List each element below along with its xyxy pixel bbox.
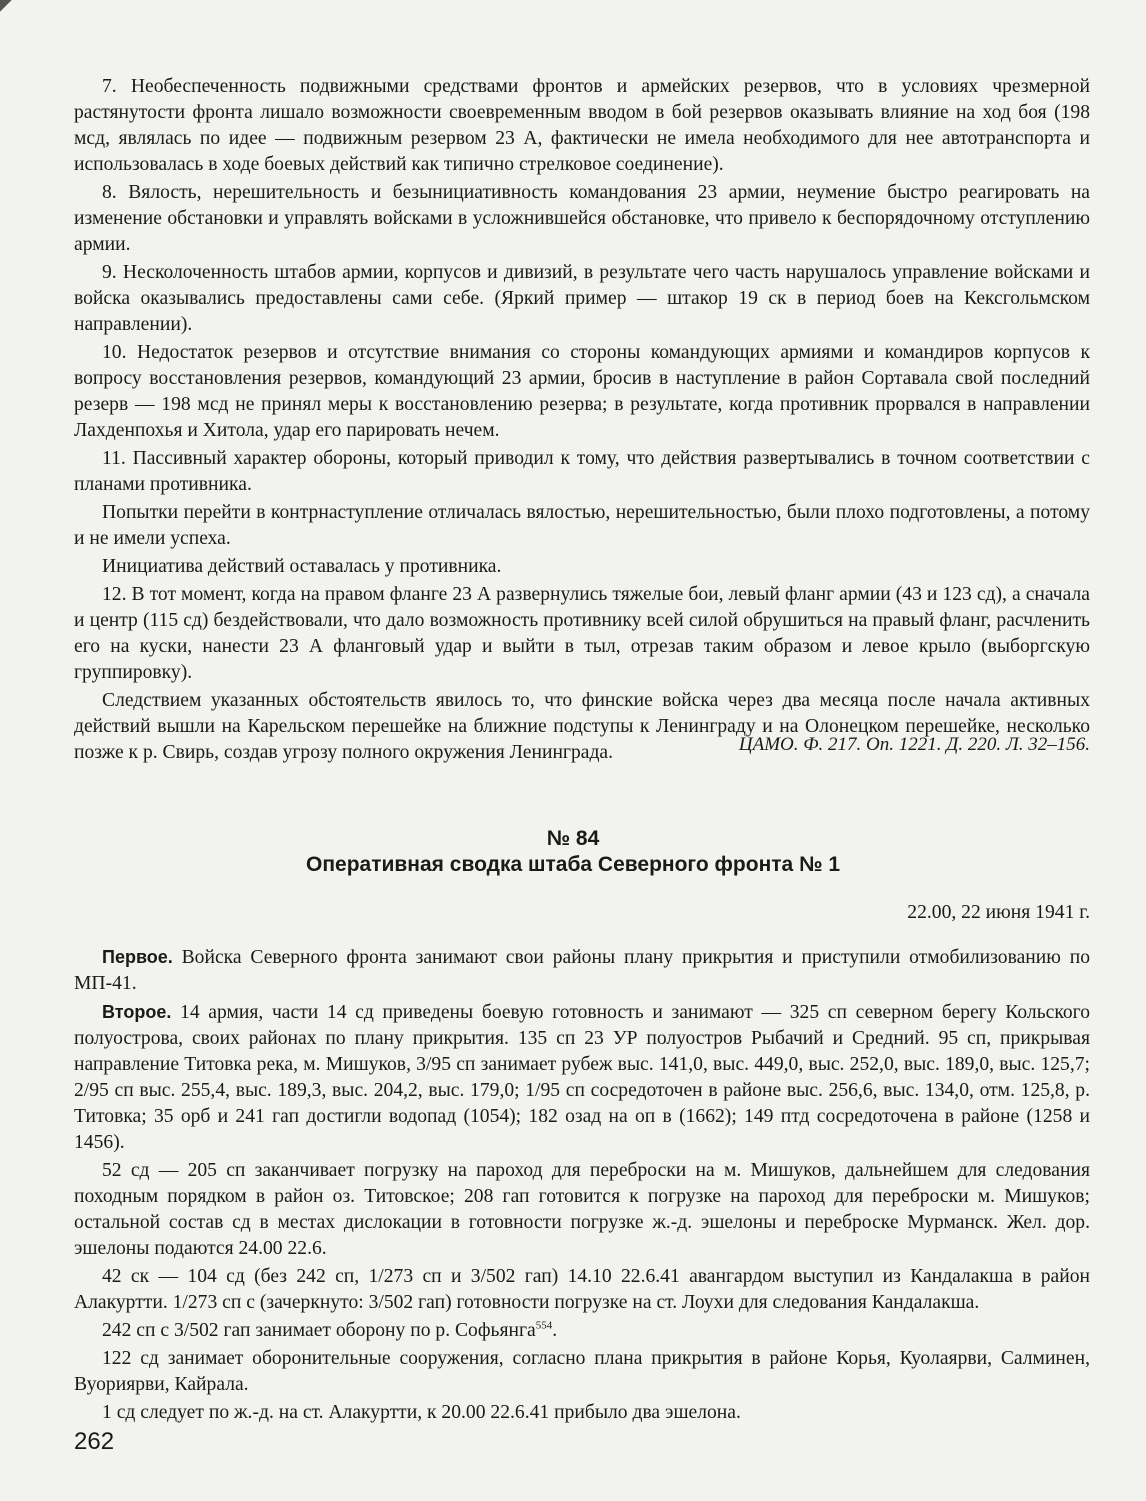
paragraph-1-sd: 1 сд следует по ж.-д. на ст. Алакуртти, к 20.00 22.6.41 прибыло два эшелона. <box>102 1402 741 1423</box>
document-body <box>74 944 1090 1428</box>
page-number: 262 <box>74 1428 115 1455</box>
document-date: 22.00, 22 июня 1941 г. <box>907 902 1090 923</box>
section-first <box>74 944 1090 997</box>
paragraph-11: 11. Пассивный характер обороны, который приводил к тому, что действия развертывались в точном соответствии с планами противника. <box>74 448 1090 495</box>
section-first-label: Первое. <box>102 947 173 967</box>
paragraph-7: 7. Необеспеченность подвижными средствами фронтов и армейских резервов, что в условиях чрезмерной растянутости фронта лишало возможности своевременным вводом в бой резервов оказывать влияние на ход боя (198 мсд, являлась по идее — подвижным резервом 23 А, фактически не имела необходимого для нее автотранспорта и использовалась в ходе боевых действий как типично стрелковое соединение). <box>74 76 1090 175</box>
scan-corner-mark <box>0 0 14 12</box>
section-second <box>74 999 1090 1156</box>
paragraph-12: 12. В тот момент, когда на правом фланге 23 А развернулись тяжелые бои, левый фланг армии (43 и 123 сд), а сначала и центр (115 сд) бездействовали, что дало возможность противнику всей силой обрушиться на правый фланг, расчленить его на куски, нанести 23 А фланговый удар и выйти в тыл, отрезав таким образом и левое крыло (выборгскую группировку). <box>74 584 1090 683</box>
archive-source-reference: ЦАМО. Ф. 217. Оп. 1221. Д. 220. Л. 32–156. <box>738 734 1090 755</box>
document-number: № 84 <box>546 827 600 850</box>
footnote-ref: 554 <box>535 1319 553 1332</box>
paragraph-122-sd: 122 сд занимает оборонительные сооружения, согласно плана прикрытия в районе Корья, Куолаярви, Салминен, Вуориярви, Кайрала. <box>74 1348 1090 1395</box>
paragraph-10: 10. Недостаток резервов и отсутствие внимания со стороны командующих армиями и командиров корпусов к вопросу восстановления резервов, командующий 23 армии, бросив в наступление в район Сортавала свой последний резерв — 198 мсд не принял меры к восстановлению резерва; в результате, когда противник прорвался в направлении Лахденпохья и Хитола, удар его парировать нечем. <box>74 342 1090 441</box>
paragraph-42-sk: 42 ск — 104 сд (без 242 сп, 1/273 сп и 3/502 гап) 14.10 22.6.41 авангардом выступил из Кандалакша в район Алакуртти. 1/273 сп с (зачеркнуто: 3/502 гап) готовности погрузке на ст. Лоухи для следования Кандалакша. <box>74 1266 1090 1313</box>
paragraph-9: 9. Несколоченность штабов армии, корпусов и дивизий, в результате чего часть нарушалось управление войсками и войска оказывались предоставлены сами себе. (Яркий пример — штакор 19 ск в период боев на Кексгольмском направлении). <box>74 262 1090 335</box>
paragraph-8: 8. Вялость, нерешительность и безынициативность командования 23 армии, неумение быстро реагировать на изменение обстановки и управлять войсками в усложнившейся обстановке, что привело к беспорядочному отступлению армии. <box>74 182 1090 255</box>
paragraph-242-text: 242 сп с 3/502 гап занимает оборону по р. Софьянга <box>102 1320 536 1341</box>
paragraph-242-sp: 242 сп с 3/502 гап занимает оборону по р. Софьянга$^{554}$. <box>102 1319 558 1341</box>
paragraph-counterattack: Попытки перейти в контрнаступление отличалась вялостью, нерешительностью, были плохо подготовлены, а потому и не имели успеха. <box>74 502 1090 549</box>
paragraph-consequence: Следствием указанных обстоятельств явилось то, что финские войска через два месяца после начала активных действий вышли на Карельском перешейке на ближние подступы к Ленинграду и на Олонецком перешейке, несколько позже к р. Свирь, создав угрозу полного окружения Ленинграда. <box>74 690 1090 763</box>
top-text-block <box>74 74 1090 768</box>
section-first-text: Войска Северного фронта занимают свои районы плану прикрытия и приступили отмобилизованию по МП-41. <box>74 947 1090 994</box>
section-second-label: Второе. <box>102 1002 172 1022</box>
section-second-text: 14 армия, части 14 сд приведены боевую готовность и занимают — 325 сп северном берегу Кольского полуострова, своих районах по плану прикрытия. 135 сп 23 УР полуостров Рыбачий и Средний. 95 сп, прикрывая направление Титовка река, м. Мишуков, 3/95 сп занимает рубеж выс. 141,0, выс. 449,0, выс. 252,0, выс. 189,0, выс. 125,7; 2/95 сп выс. 255,4, выс. 189,3, выс. 204,2, выс. 179,0; 1/95 сп сосредоточен в районе выс. 256,6, выс. 134,0, отм. 125,8, р. Титовка; 35 орб и 241 гап достигли водопад (1054); 182 озад на оп в (1662); 149 птд сосредоточена в районе (1258 и 1456). <box>74 1002 1090 1153</box>
document-title: Оперативная сводка штаба Северного фронта № 1 <box>306 853 840 876</box>
paragraph-initiative: Инициатива действий оставалась у противника. <box>102 556 502 577</box>
paragraph-52-sd: 52 сд — 205 сп заканчивает погрузку на пароход для переброски на м. Мишуков, дальнейшем для следования походным порядком в район оз. Титовское; 208 гап готовится к погрузке на пароход для переброски м. Мишуков; остальной состав сд в местах дислокации в готовности погрузке ж.-д. эшелоны и переброске Мурманск. Жел. дор. эшелоны подаются 24.00 22.6. <box>74 1160 1090 1259</box>
